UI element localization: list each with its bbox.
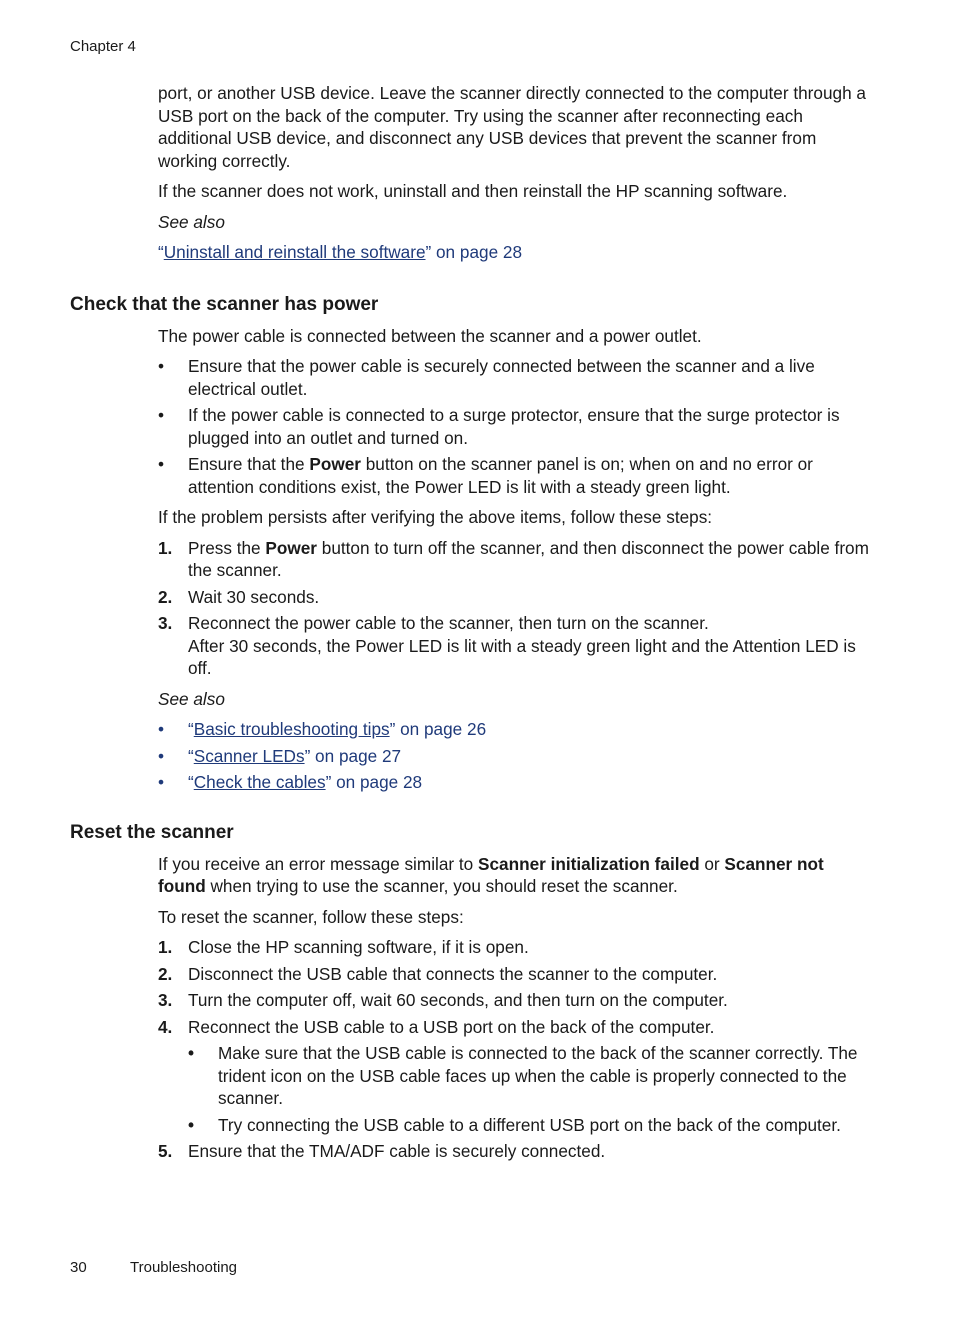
step-text: Wait 30 seconds.	[188, 586, 320, 607]
link-open-quote: “	[188, 745, 194, 766]
reset-intro-mid: or	[699, 853, 725, 874]
bullet-marker: •	[158, 405, 165, 425]
list-item[interactable]	[158, 718, 870, 741]
link-page-ref: ” on page 28	[425, 242, 523, 262]
link-text[interactable]: Scanner LEDs	[193, 745, 305, 766]
step-number: 2.	[158, 963, 173, 984]
list-item-text: Ensure that the power cable is securely connected between the scanner and a live electrical outlet.	[188, 356, 815, 399]
running-header: Chapter 4	[70, 38, 136, 55]
bullet-marker: •	[188, 1043, 195, 1063]
error-message-2: Scanner not found	[158, 853, 824, 896]
link-text[interactable]: Check the cables	[193, 772, 326, 792]
power-persist-text: If the problem persists after verifying the above items, follow these steps:	[158, 507, 713, 527]
link-page-ref: ” on page 26	[389, 719, 487, 739]
see-also-link[interactable]	[158, 241, 870, 264]
list-item-text-post: button on the scanner panel is on; when on and no error or attention conditions exist, the Power LED is lit with a steady green light.	[188, 454, 813, 497]
step-number: 1.	[158, 937, 173, 957]
step-text-post: button to turn off the scanner, and then disconnect the power cable from the scanner.	[188, 537, 869, 580]
section-heading-power: Check that the scanner has power	[70, 293, 379, 315]
step-text: Close the HP scanning software, if it is open.	[188, 937, 529, 957]
list-item[interactable]	[158, 745, 870, 768]
list-item-text: If the power cable is connected to a surge protector, ensure that the surge protector is plugged into an outlet and turned on.	[188, 405, 840, 448]
bullet-marker: •	[158, 719, 165, 739]
page-number: 30	[70, 1259, 87, 1276]
link-open-quote: “	[188, 719, 194, 739]
sub-list-item	[188, 1042, 870, 1110]
power-intro: The power cable is connected between the scanner and a power outlet.	[158, 325, 702, 346]
step-item	[158, 963, 870, 986]
reset-steps	[158, 936, 870, 1163]
link-open-quote: “	[158, 242, 164, 262]
power-steps	[158, 537, 870, 680]
step-text-pre: Press the	[188, 537, 266, 558]
step-text: Disconnect the USB cable that connects the scanner to the computer.	[188, 963, 718, 984]
intro-paragraph-2: If the scanner does not work, uninstall and then reinstall the HP scanning software.	[158, 181, 788, 201]
page-content	[70, 82, 870, 1171]
see-also-label: See also	[158, 688, 225, 709]
step-item	[158, 1016, 870, 1137]
bullet-marker: •	[158, 356, 165, 376]
list-item-text-pre: Ensure that the	[188, 454, 310, 474]
list-item	[158, 404, 870, 449]
step-item	[158, 1140, 870, 1163]
bullet-marker: •	[188, 1114, 195, 1135]
bullet-marker: •	[158, 745, 165, 766]
footer-section-title: Troubleshooting	[130, 1259, 238, 1276]
power-checklist	[158, 355, 870, 498]
step-item	[158, 586, 870, 609]
sub-list-item	[188, 1114, 870, 1137]
see-also-links	[158, 718, 870, 794]
step-number: 4.	[158, 1016, 173, 1037]
step-text: Reconnect the power cable to the scanner, then turn on the scanner.	[188, 613, 709, 633]
sub-list	[188, 1042, 870, 1136]
step-number: 2.	[158, 586, 173, 607]
bullet-marker: •	[158, 772, 165, 792]
see-also-label: See also	[158, 211, 225, 232]
list-item-bold: Power	[309, 454, 361, 474]
step-item	[158, 936, 870, 959]
step-number: 3.	[158, 990, 173, 1010]
step-item	[158, 612, 870, 680]
link-text[interactable]: Uninstall and reinstall the software	[163, 242, 426, 262]
sub-list-item-text: Try connecting the USB cable to a different USB port on the back of the computer.	[218, 1114, 841, 1135]
step-number: 3.	[158, 613, 173, 633]
step-text: Ensure that the TMA/ADF cable is securely connected.	[188, 1141, 606, 1161]
reset-intro-pre: If you receive an error message similar to	[158, 853, 478, 874]
sub-list-item-text: Make sure that the USB cable is connected to the back of the scanner correctly. The trident icon on the USB cable faces up when the cable is properly connected to the scanner.	[218, 1043, 858, 1108]
intro-paragraph-1: port, or another USB device. Leave the scanner directly connected to the computer through a USB port on the back of the computer. Try using the scanner after reconnecting each additional USB device, and disconnect any USB devices that prevent the scanner from working correctly.	[158, 83, 866, 171]
step-note: After 30 seconds, the Power LED is lit with a steady green light and the Attention LED is off.	[188, 635, 856, 678]
link-page-ref: ” on page 28	[325, 772, 423, 792]
list-item	[158, 453, 870, 498]
error-message-1: Scanner initialization failed	[478, 853, 700, 874]
reset-intro-post: when trying to use the scanner, you should reset the scanner.	[205, 876, 678, 896]
step-text: Turn the computer off, wait 60 seconds, and then turn on the computer.	[188, 990, 728, 1010]
step-item	[158, 989, 870, 1012]
step-item	[158, 537, 870, 582]
link-open-quote: “	[188, 772, 194, 792]
step-bold: Power	[265, 537, 317, 558]
link-page-ref: ” on page 27	[304, 745, 402, 766]
reset-steps-intro: To reset the scanner, follow these steps:	[158, 906, 464, 927]
reset-intro	[158, 853, 870, 898]
bullet-marker: •	[158, 454, 165, 474]
page-footer	[70, 1259, 237, 1276]
link-text[interactable]: Basic troubleshooting tips	[193, 719, 390, 739]
step-text: Reconnect the USB cable to a USB port on the back of the computer.	[188, 1016, 715, 1037]
list-item	[158, 355, 870, 400]
section-heading-reset: Reset the scanner	[70, 821, 234, 843]
step-number: 1.	[158, 537, 173, 558]
step-number: 5.	[158, 1141, 173, 1161]
list-item[interactable]	[158, 771, 870, 794]
